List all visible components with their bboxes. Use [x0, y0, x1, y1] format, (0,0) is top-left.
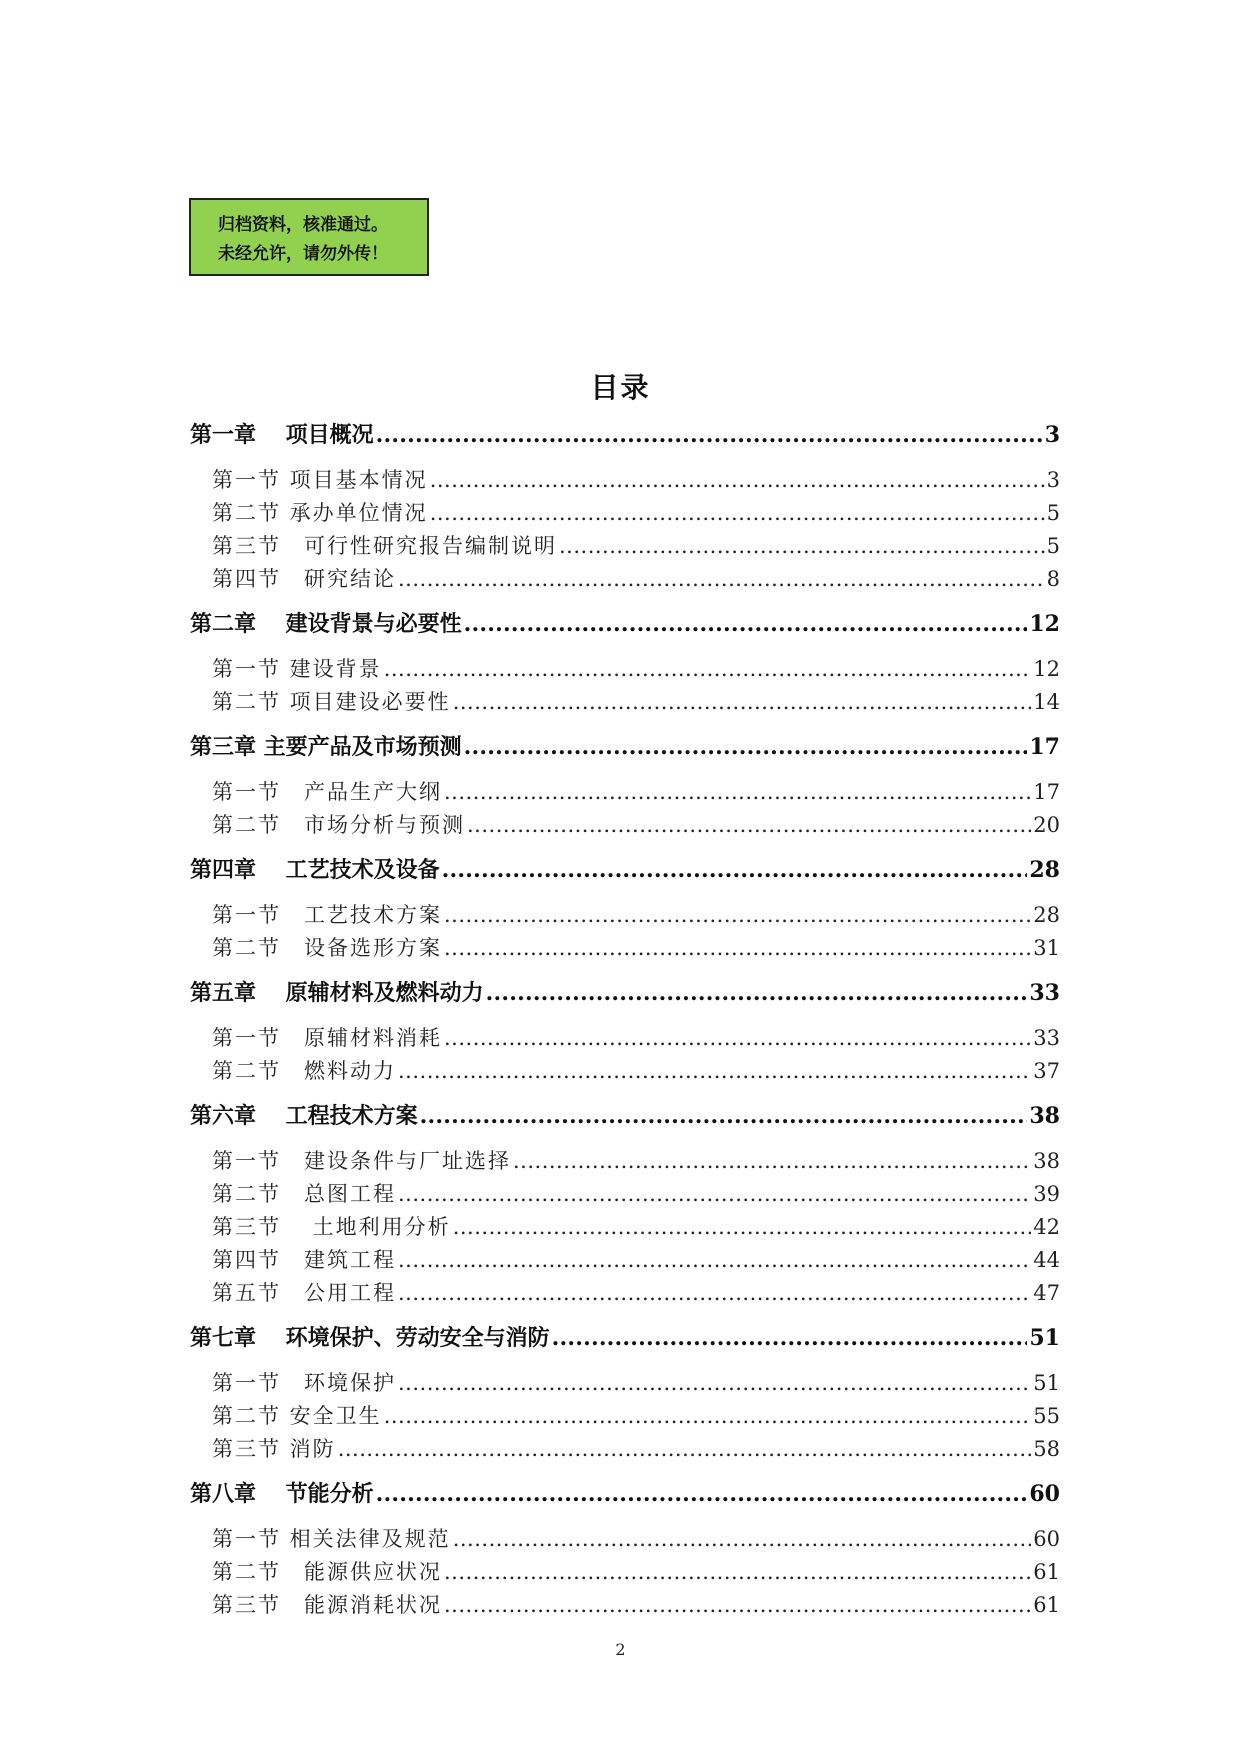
- toc-leader-dots: [376, 1477, 1028, 1511]
- toc-section-page: 39: [1033, 1182, 1060, 1206]
- toc-chapter-entry[interactable]: [190, 1099, 1060, 1133]
- toc-section-label: 第三节 可行性研究报告编制说明: [212, 534, 557, 558]
- toc-chapter-label: 第四章 工艺技术及设备: [190, 857, 440, 883]
- toc-section-entry[interactable]: [190, 1211, 1060, 1244]
- toc-leader-dots: [444, 1589, 1031, 1622]
- toc-section-label: 第二节 设备选形方案: [212, 936, 442, 960]
- toc-section-page: 14: [1033, 690, 1060, 714]
- toc-section-entry[interactable]: [190, 1277, 1060, 1310]
- toc-section-page: 5: [1046, 534, 1060, 558]
- toc-section-entry[interactable]: [190, 1367, 1060, 1400]
- toc-leader-dots: [398, 1277, 1031, 1310]
- toc-section-label: 第一节 原辅材料消耗: [212, 1026, 442, 1050]
- toc-section-page: 55: [1033, 1404, 1060, 1428]
- toc-section-label: 第二节 燃料动力: [212, 1059, 396, 1083]
- toc-section-page: 28: [1033, 903, 1060, 927]
- toc-section-page: 58: [1033, 1437, 1060, 1461]
- toc-section-entry[interactable]: [190, 1433, 1060, 1466]
- toc-leader-dots: [486, 976, 1028, 1010]
- toc-section-label: 第二节 总图工程: [212, 1182, 396, 1206]
- toc-section-label: 第二节 安全卫生: [212, 1404, 382, 1428]
- toc-section-entry[interactable]: [190, 530, 1060, 563]
- toc-section-page: 42: [1033, 1215, 1060, 1239]
- toc-chapter: [190, 1099, 1060, 1310]
- toc-leader-dots: [467, 809, 1031, 842]
- toc-section-label: 第三节 土地利用分析: [212, 1215, 451, 1239]
- toc-section-page: 61: [1033, 1593, 1060, 1617]
- toc-section-label: 第四节 建筑工程: [212, 1248, 396, 1272]
- toc-leader-dots: [464, 730, 1028, 764]
- toc-section-label: 第三节 消防: [212, 1437, 336, 1461]
- toc-chapter-label: 第六章 工程技术方案: [190, 1103, 418, 1129]
- toc-leader-dots: [552, 1321, 1028, 1355]
- toc-section-list: [190, 464, 1060, 596]
- toc-section-page: 44: [1033, 1248, 1060, 1272]
- toc-section-page: 20: [1033, 813, 1060, 837]
- toc-section-entry[interactable]: [190, 1556, 1060, 1589]
- toc-chapter-entry[interactable]: [190, 730, 1060, 764]
- toc-section-entry[interactable]: [190, 1178, 1060, 1211]
- toc-section-label: 第一节 工艺技术方案: [212, 903, 442, 927]
- toc-section-page: 61: [1033, 1560, 1060, 1584]
- toc-chapter: [190, 607, 1060, 719]
- toc-chapter-page: 3: [1044, 422, 1060, 448]
- toc-section-page: 37: [1033, 1059, 1060, 1083]
- toc-leader-dots: [453, 686, 1032, 719]
- stamp-line-2: 未经允许，请勿外传！: [218, 244, 388, 264]
- toc-leader-dots: [398, 563, 1045, 596]
- toc-section-entry[interactable]: [190, 1244, 1060, 1277]
- toc-section-entry[interactable]: [190, 809, 1060, 842]
- toc-section-page: 51: [1033, 1371, 1060, 1395]
- toc-chapter-page: 33: [1029, 980, 1060, 1006]
- toc-chapter: [190, 853, 1060, 965]
- toc-leader-dots: [513, 1145, 1031, 1178]
- toc-leader-dots: [398, 1367, 1031, 1400]
- toc-leader-dots: [398, 1244, 1031, 1277]
- toc-title: 目录: [590, 371, 651, 404]
- toc-section-label: 第二节 承办单位情况: [212, 501, 428, 525]
- toc-section-label: 第二节 能源供应状况: [212, 1560, 442, 1584]
- toc-leader-dots: [444, 776, 1031, 809]
- toc-chapter-page: 12: [1029, 611, 1060, 637]
- toc-section-list: [190, 1367, 1060, 1466]
- toc-chapter-page: 28: [1029, 857, 1060, 883]
- toc-leader-dots: [384, 1400, 1032, 1433]
- toc-section-page: 31: [1033, 936, 1060, 960]
- toc-section-entry[interactable]: [190, 653, 1060, 686]
- toc-section-list: [190, 1523, 1060, 1622]
- toc-leader-dots: [338, 1433, 1032, 1466]
- toc-section-label: 第一节 相关法律及规范: [212, 1527, 451, 1551]
- toc-section-page: 5: [1046, 501, 1060, 525]
- toc-section-label: 第一节 建设背景: [212, 657, 382, 681]
- toc-section-list: [190, 899, 1060, 965]
- toc-section-label: 第二节 市场分析与预测: [212, 813, 465, 837]
- toc-section-label: 第三节 能源消耗状况: [212, 1593, 442, 1617]
- toc-section-entry[interactable]: [190, 686, 1060, 719]
- toc-section-entry[interactable]: [190, 1022, 1060, 1055]
- toc-chapter-label: 第一章 项目概况: [190, 422, 374, 448]
- toc-chapter-label: 第二章 建设背景与必要性: [190, 611, 462, 637]
- toc-section-page: 38: [1033, 1149, 1060, 1173]
- toc-section-entry[interactable]: [190, 563, 1060, 596]
- toc-section-label: 第二节 项目建设必要性: [212, 690, 451, 714]
- toc-section-entry[interactable]: [190, 1400, 1060, 1433]
- toc-chapter-page: 60: [1029, 1481, 1060, 1507]
- toc-leader-dots: [453, 1211, 1032, 1244]
- toc-leader-dots: [442, 853, 1028, 887]
- toc-section-entry[interactable]: [190, 1055, 1060, 1088]
- toc-section-entry[interactable]: [190, 932, 1060, 965]
- toc-chapter: [190, 1477, 1060, 1622]
- toc-section-page: 60: [1033, 1527, 1060, 1551]
- toc-section-page: 17: [1033, 780, 1060, 804]
- toc-leader-dots: [430, 497, 1045, 530]
- toc-chapter-entry[interactable]: [190, 607, 1060, 641]
- toc-chapter-page: 38: [1029, 1103, 1060, 1129]
- toc-section-label: 第一节 建设条件与厂址选择: [212, 1149, 511, 1173]
- toc-section-label: 第一节 环境保护: [212, 1371, 396, 1395]
- toc-chapter-label: 第七章 环境保护、劳动安全与消防: [190, 1325, 550, 1351]
- toc-leader-dots: [444, 1022, 1031, 1055]
- toc-leader-dots: [398, 1178, 1031, 1211]
- toc-chapter-entry[interactable]: [190, 1477, 1060, 1511]
- stamp-line-1: 归档资料，核准通过。: [218, 215, 388, 235]
- toc-chapter: [190, 976, 1060, 1088]
- toc-leader-dots: [453, 1523, 1032, 1556]
- toc-leader-dots: [444, 899, 1031, 932]
- toc-chapter-entry[interactable]: [190, 976, 1060, 1010]
- toc-chapter-entry[interactable]: [190, 853, 1060, 887]
- toc-section-list: [190, 776, 1060, 842]
- toc-chapter-page: 51: [1029, 1325, 1060, 1351]
- toc-section-label: 第五节 公用工程: [212, 1281, 396, 1305]
- page-number: 2: [615, 1640, 626, 1659]
- toc-leader-dots: [376, 418, 1043, 452]
- toc-section-entry[interactable]: [190, 464, 1060, 497]
- toc-section-entry[interactable]: [190, 1145, 1060, 1178]
- toc-section-label: 第四节 研究结论: [212, 567, 396, 591]
- toc-chapter: [190, 730, 1060, 842]
- toc-chapter: [190, 418, 1060, 596]
- toc-section-page: 8: [1046, 567, 1060, 591]
- toc-chapter-entry[interactable]: [190, 1321, 1060, 1355]
- toc-section-entry[interactable]: [190, 497, 1060, 530]
- toc-section-label: 第一节 项目基本情况: [212, 468, 428, 492]
- archive-stamp: [189, 198, 429, 276]
- toc-section-entry[interactable]: [190, 1589, 1060, 1622]
- toc-section-page: 33: [1033, 1026, 1060, 1050]
- toc-section-label: 第一节 产品生产大纲: [212, 780, 442, 804]
- toc-chapter: [190, 1321, 1060, 1466]
- toc-leader-dots: [444, 932, 1031, 965]
- toc-section-entry[interactable]: [190, 899, 1060, 932]
- toc-section-list: [190, 653, 1060, 719]
- toc-leader-dots: [430, 464, 1045, 497]
- toc-section-entry[interactable]: [190, 1523, 1060, 1556]
- toc-chapter-page: 17: [1029, 734, 1060, 760]
- toc-leader-dots: [559, 530, 1045, 563]
- toc-leader-dots: [444, 1556, 1031, 1589]
- table-of-contents: [190, 418, 1060, 1633]
- toc-leader-dots: [464, 607, 1028, 641]
- toc-section-page: 3: [1046, 468, 1060, 492]
- toc-leader-dots: [384, 653, 1032, 686]
- toc-section-entry[interactable]: [190, 776, 1060, 809]
- toc-section-page: 12: [1033, 657, 1060, 681]
- toc-section-list: [190, 1022, 1060, 1088]
- toc-chapter-label: 第八章 节能分析: [190, 1481, 374, 1507]
- toc-section-list: [190, 1145, 1060, 1310]
- toc-section-page: 47: [1033, 1281, 1060, 1305]
- toc-leader-dots: [420, 1099, 1028, 1133]
- toc-chapter-label: 第三章 主要产品及市场预测: [190, 734, 462, 760]
- toc-leader-dots: [398, 1055, 1031, 1088]
- toc-chapter-label: 第五章 原辅材料及燃料动力: [190, 980, 484, 1006]
- toc-chapter-entry[interactable]: [190, 418, 1060, 452]
